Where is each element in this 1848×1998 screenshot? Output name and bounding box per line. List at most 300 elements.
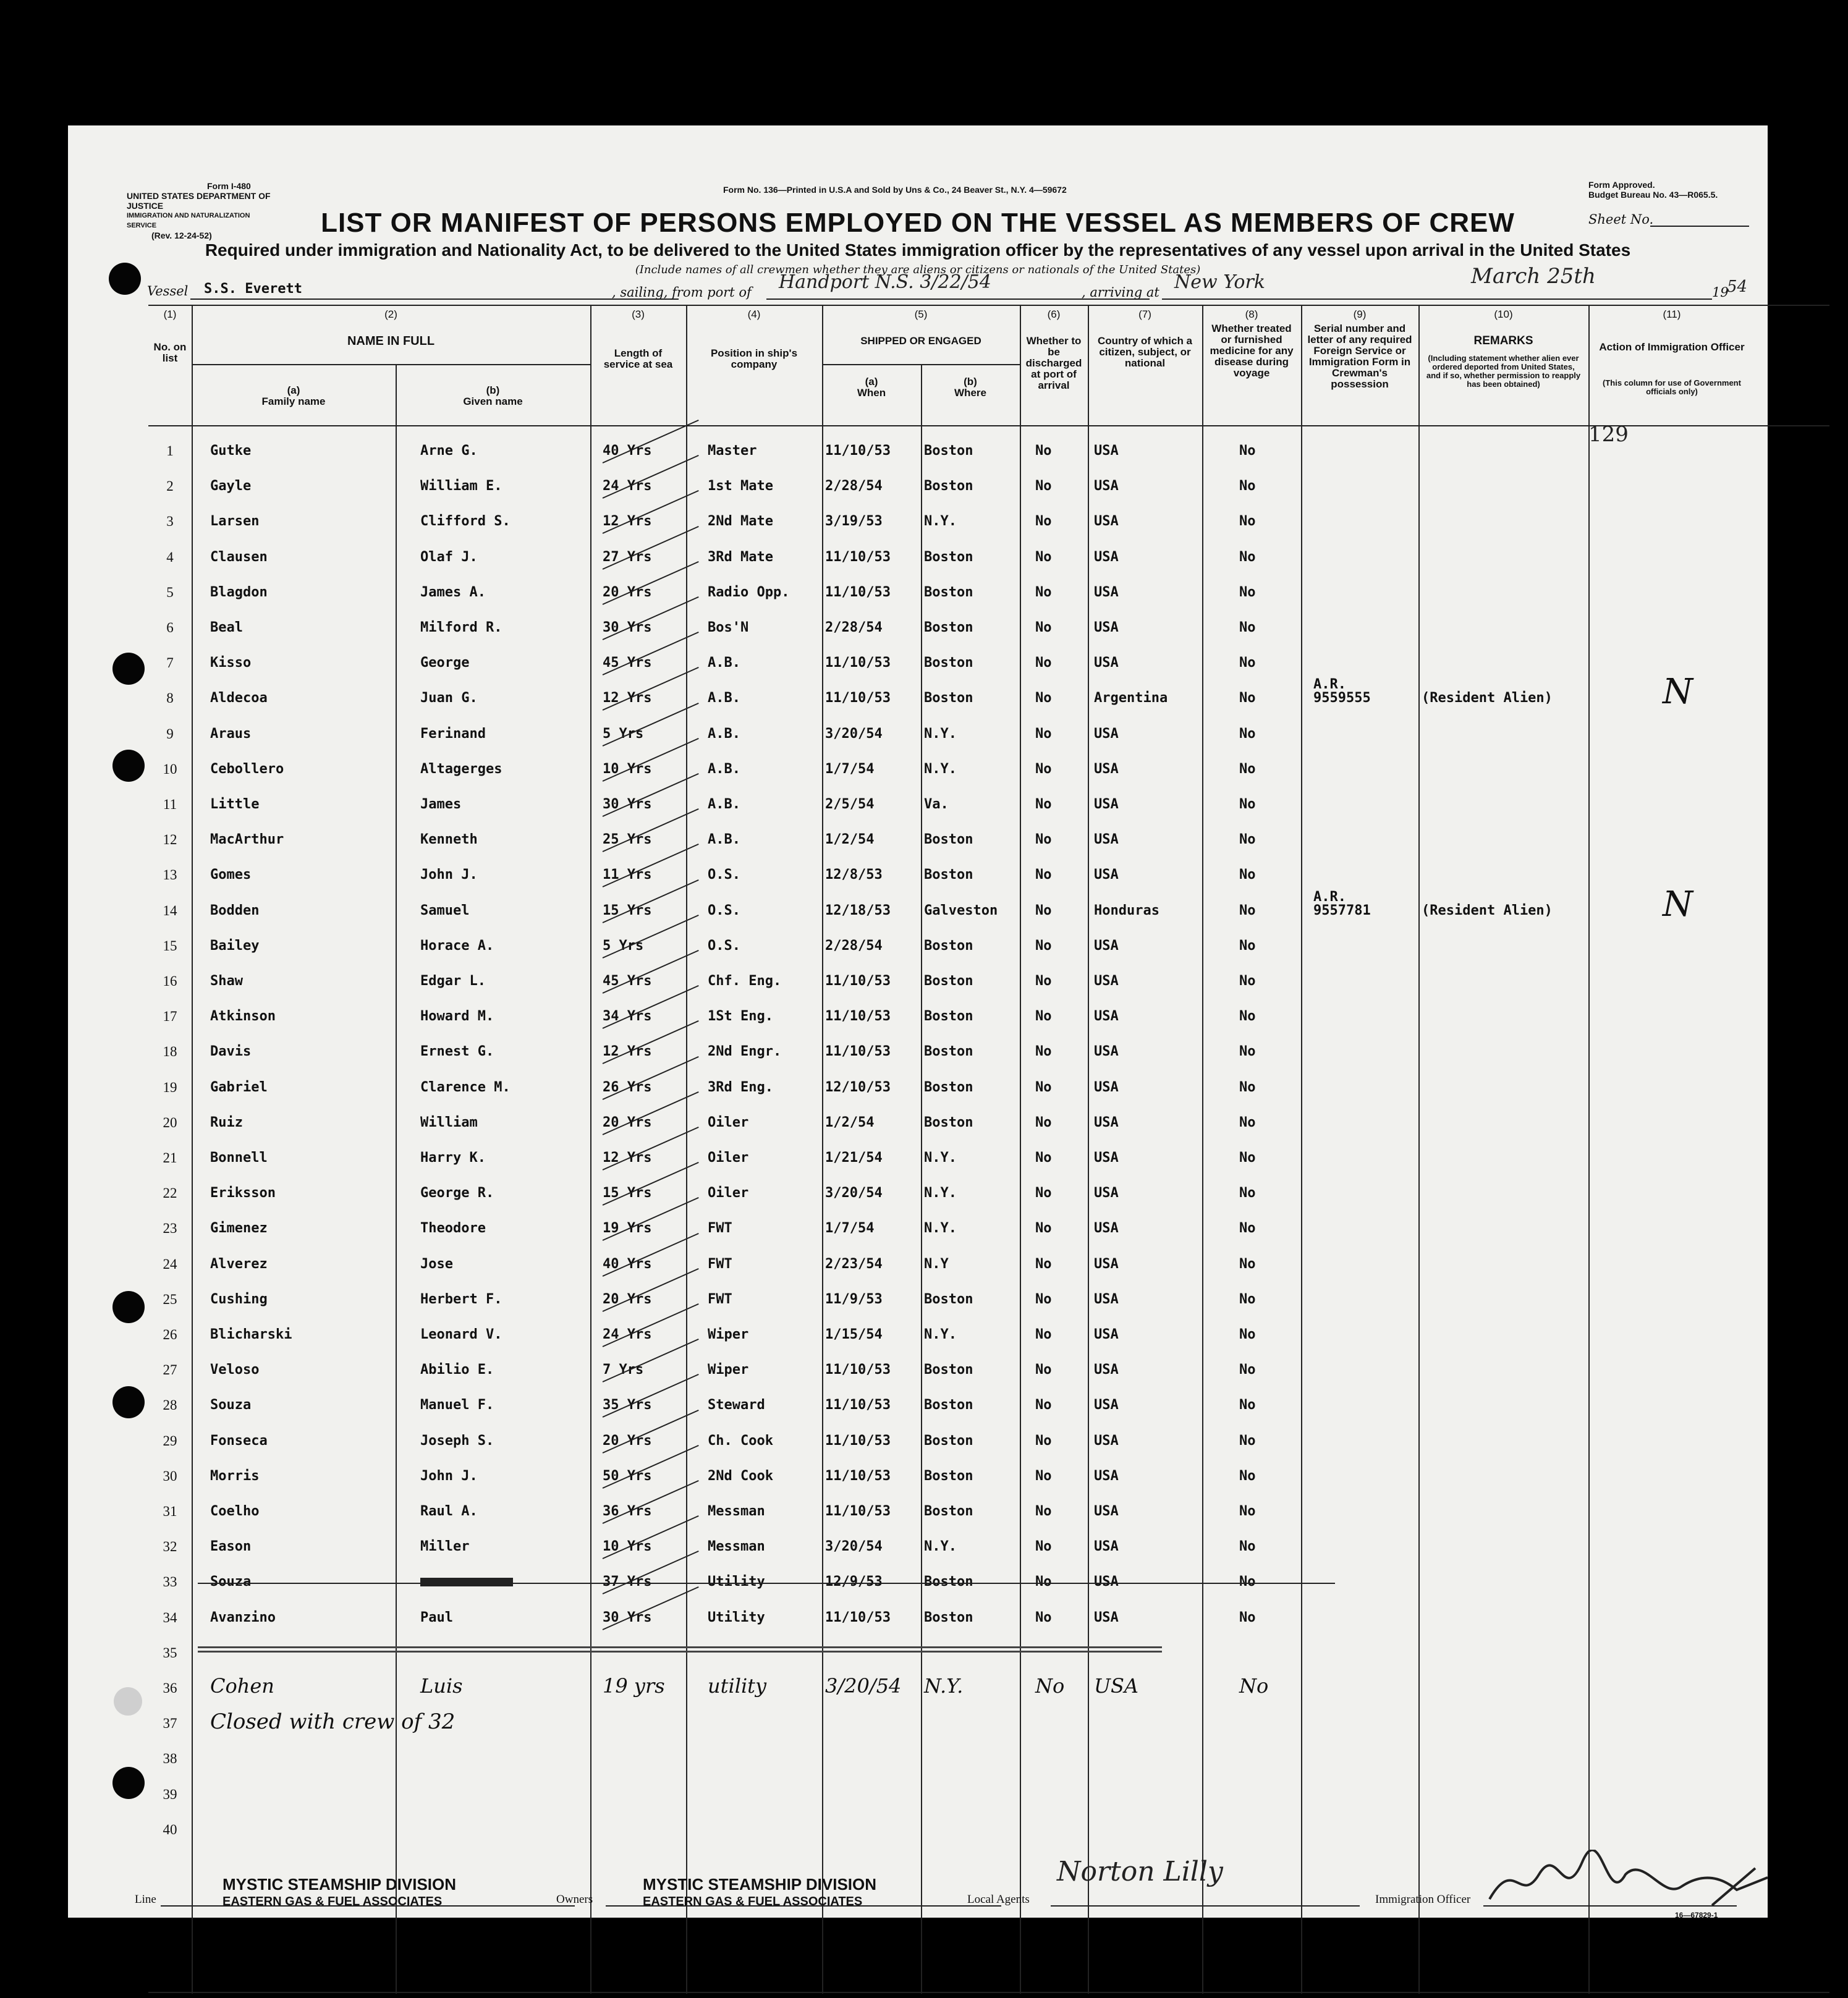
hdr-name-in-full: NAME IN FULL	[347, 334, 435, 348]
cell-length: 30 Yrs	[603, 620, 652, 635]
printer-note: Form No. 136—Printed in U.S.A and Sold by Uns & Co., 24 Beaver St., N.Y. 4—59672	[723, 185, 1067, 195]
page-subtitle: Required under immigration and Nationality Act, to be delivered to the United States immigration officer by the representatives of any vessel upon arrival in the United States	[205, 240, 1631, 260]
cell-where: N.Y.	[924, 1674, 964, 1698]
cell-when: 11/10/53	[825, 443, 891, 459]
cell-length: 10 Yrs	[603, 1539, 652, 1555]
shipped-subrule	[822, 364, 1020, 365]
scribble-mark	[420, 1578, 513, 1586]
cell-treated: No	[1239, 478, 1256, 494]
agents-value: Norton Lilly	[1057, 1856, 1223, 1887]
cell-length: 20 Yrs	[603, 1433, 652, 1449]
cell-family: Larsen	[210, 514, 260, 530]
cell-country: USA	[1094, 1185, 1119, 1201]
cell-when: 11/10/53	[825, 973, 891, 989]
cell-family: Clausen	[210, 549, 268, 565]
cell-position: Chf. Eng.	[708, 973, 782, 989]
cell-remarks: (Resident Alien)	[1422, 690, 1553, 706]
cell-family: Araus	[210, 726, 252, 742]
cell-length: 5 Yrs	[603, 938, 644, 954]
cell-length: 12 Yrs	[603, 1150, 652, 1166]
cell-family: Veloso	[210, 1362, 260, 1378]
cell-when: 11/10/53	[825, 584, 891, 600]
cell-position: A.B.	[708, 761, 740, 777]
cell-treated: No	[1239, 1079, 1256, 1095]
cell-family: MacArthur	[210, 832, 284, 848]
cell-country: USA	[1094, 1327, 1119, 1342]
line-stamp	[223, 1876, 456, 1910]
hdr-family-name: (a) Family name	[261, 384, 326, 407]
cell-length: 12 Yrs	[603, 514, 652, 530]
cell-country: USA	[1094, 549, 1119, 565]
cell-given: Samuel	[420, 902, 470, 918]
row-number: 30	[163, 1468, 177, 1484]
cell-where: N.Y	[924, 1256, 949, 1272]
cell-given: Jose	[420, 1256, 453, 1272]
cell-where: Boston	[924, 1079, 973, 1095]
colnum-9: (9)	[1353, 308, 1367, 320]
cell-given: Altagerges	[420, 761, 502, 777]
cell-country: USA	[1094, 1609, 1119, 1625]
cell-treated: No	[1239, 1433, 1256, 1449]
binder-hole	[112, 1767, 145, 1799]
cell-treated: No	[1239, 973, 1256, 989]
cell-when: 12/10/53	[825, 1079, 891, 1095]
row-number: 33	[163, 1574, 177, 1590]
cell-country: USA	[1094, 832, 1119, 848]
cell-country: USA	[1094, 1256, 1119, 1272]
cell-action: N	[1663, 884, 1693, 925]
cell-length: 37 Yrs	[603, 1574, 652, 1590]
cell-position: Wiper	[708, 1362, 749, 1378]
colnum-4: (4)	[747, 308, 761, 320]
cell-when: 11/10/53	[825, 655, 891, 671]
cell-when: 11/10/53	[825, 1009, 891, 1025]
cell-length: 24 Yrs	[603, 478, 652, 494]
cell-where: Boston	[924, 1468, 973, 1484]
cell-where: Boston	[924, 620, 973, 635]
cell-family: Souza	[210, 1397, 252, 1413]
cell-family: Aldecoa	[210, 690, 268, 706]
cell-family: Avanzino	[210, 1609, 276, 1625]
cell-country: USA	[1094, 1504, 1119, 1519]
cell-family: Bonnell	[210, 1150, 268, 1166]
cell-treated: No	[1239, 690, 1256, 706]
cell-when: 3/20/54	[825, 1185, 883, 1201]
row-number: 1	[166, 443, 174, 459]
cell-family: Atkinson	[210, 1009, 276, 1025]
cell-position: Oiler	[708, 1150, 749, 1166]
cell-discharged: No	[1035, 1433, 1052, 1449]
hdr-no-on-list: No. on list	[153, 341, 187, 364]
cell-family: Cushing	[210, 1291, 268, 1307]
table-row	[148, 672, 1829, 717]
cell-given: George	[420, 655, 470, 671]
cell-country: USA	[1094, 514, 1119, 530]
stamp-line: MYSTIC STEAMSHIP DIVISION	[223, 1875, 457, 1894]
cell-length: 35 Yrs	[603, 1397, 652, 1413]
include-note: (Include names of all crewmen whether they are aliens or citizens or nationals of the United States)	[635, 263, 1201, 276]
row-number: 17	[163, 1009, 177, 1025]
cell-family: Bodden	[210, 902, 260, 918]
table-row	[148, 576, 1829, 611]
cell-country: USA	[1094, 1433, 1119, 1449]
cell-position: 3Rd Mate	[708, 549, 773, 565]
cell-where: Boston	[924, 832, 973, 848]
cell-country: USA	[1094, 443, 1119, 459]
row-number: 24	[163, 1256, 177, 1272]
table-row	[148, 1672, 1829, 1707]
cell-when: 1/7/54	[825, 761, 875, 777]
cell-when: 11/10/53	[825, 1609, 891, 1625]
cell-length: 45 Yrs	[603, 973, 652, 989]
cell-where: Boston	[924, 1114, 973, 1130]
row-number: 28	[163, 1397, 177, 1413]
hdr-given-name: (b) Given name	[463, 384, 523, 407]
cell-given: Ferinand	[420, 726, 486, 742]
cell-discharged: No	[1035, 1256, 1052, 1272]
stamp-line: MYSTIC STEAMSHIP DIVISION	[643, 1875, 877, 1894]
form-id-line: IMMIGRATION AND NATURALIZATION SERVICE	[127, 212, 250, 229]
hdr-shipped: SHIPPED OR ENGAGED	[860, 335, 981, 347]
cell-given: William	[420, 1114, 478, 1130]
approval-block	[1588, 180, 1718, 200]
cell-when: 11/10/53	[825, 1433, 891, 1449]
cell-treated: No	[1239, 514, 1256, 530]
table-row	[148, 1353, 1829, 1389]
manifest-sheet	[68, 125, 1768, 1918]
cell-length: 25 Yrs	[603, 832, 652, 848]
cell-treated: No	[1239, 797, 1256, 812]
cell-where: Boston	[924, 1362, 973, 1378]
cell-length: 24 Yrs	[603, 1327, 652, 1342]
cell-discharged: No	[1035, 1114, 1052, 1130]
cell-when: 11/10/53	[825, 690, 891, 706]
cell-discharged: No	[1035, 655, 1052, 671]
cell-country: USA	[1094, 1150, 1119, 1166]
colnum-10: (10)	[1494, 308, 1513, 320]
table-row	[148, 541, 1829, 576]
table-rule	[148, 1992, 1829, 1993]
cell-where: Boston	[924, 1044, 973, 1060]
cell-discharged: No	[1035, 902, 1052, 918]
cell-treated: No	[1239, 1009, 1256, 1025]
cell-given: Juan G.	[420, 690, 478, 706]
row-number: 14	[163, 902, 177, 918]
cell-given: Arne G.	[420, 443, 478, 459]
cell-country: USA	[1094, 938, 1119, 954]
cell-discharged: No	[1035, 1150, 1052, 1166]
row-number: 8	[166, 690, 174, 706]
table-row	[148, 1778, 1829, 1813]
cell-treated: No	[1239, 938, 1256, 954]
cell-position: Messman	[708, 1504, 765, 1519]
cell-treated: No	[1239, 1256, 1256, 1272]
cell-family: Shaw	[210, 973, 243, 989]
cell-when: 12/8/53	[825, 867, 883, 883]
cell-given: Ernest G.	[420, 1044, 494, 1060]
cell-length: 15 Yrs	[603, 902, 652, 918]
table-row	[148, 1106, 1829, 1141]
cell-family: Morris	[210, 1468, 260, 1484]
row-number: 27	[163, 1362, 177, 1378]
cell-country: USA	[1094, 761, 1119, 777]
cell-family: Gomes	[210, 867, 252, 883]
cell-position: Radio Opp.	[708, 584, 790, 600]
cell-discharged: No	[1035, 1079, 1052, 1095]
cell-given: Manuel F.	[420, 1397, 494, 1413]
cell-country: USA	[1094, 1009, 1119, 1025]
cell-where: Boston	[924, 867, 973, 883]
cell-discharged: No	[1035, 1609, 1052, 1625]
cell-when: 3/20/54	[825, 1674, 902, 1698]
cell-length: 20 Yrs	[603, 1114, 652, 1130]
cell-treated: No	[1239, 1504, 1256, 1519]
cell-discharged: No	[1035, 1674, 1065, 1698]
table-row	[148, 1389, 1829, 1424]
cell-position: A.B.	[708, 726, 740, 742]
crew-table	[148, 305, 1829, 1994]
cell-position: utility	[708, 1674, 767, 1698]
cell-length: 12 Yrs	[603, 690, 652, 706]
sheet-underline	[1650, 226, 1749, 227]
vessel-value: S.S. Everett	[204, 281, 302, 297]
colnum-1: (1)	[163, 308, 177, 320]
cell-length: 10 Yrs	[603, 761, 652, 777]
cell-country: USA	[1094, 1221, 1119, 1237]
table-rule	[148, 305, 1829, 306]
hdr-position: Position in ship's company	[710, 347, 798, 370]
cell-country: USA	[1094, 1397, 1119, 1413]
table-row	[148, 858, 1829, 894]
cell-position: O.S.	[708, 902, 740, 918]
cell-family: Gabriel	[210, 1079, 268, 1095]
table-row	[148, 1035, 1829, 1070]
cell-where: Boston	[924, 1397, 973, 1413]
cell-position: FWT	[708, 1256, 732, 1272]
cell-country: Argentina	[1094, 690, 1168, 706]
row-number: 16	[163, 973, 177, 989]
cell-length: 36 Yrs	[603, 1504, 652, 1519]
cell-discharged: No	[1035, 1539, 1052, 1555]
table-row	[148, 788, 1829, 823]
cell-given: George R.	[420, 1185, 494, 1201]
date-underline	[1465, 298, 1712, 300]
cell-where: Boston	[924, 973, 973, 989]
cell-when: 3/19/53	[825, 514, 883, 530]
cell-country: USA	[1094, 478, 1119, 494]
cell-given: Paul	[420, 1609, 453, 1625]
cell-discharged: No	[1035, 690, 1052, 706]
cell-treated: No	[1239, 726, 1256, 742]
table-row	[148, 1318, 1829, 1353]
cell-family: Fonseca	[210, 1433, 268, 1449]
row-number: 6	[166, 620, 174, 635]
cell-where: Boston	[924, 1009, 973, 1025]
year-value: 54	[1727, 277, 1748, 296]
row-number: 5	[166, 584, 174, 600]
cell-family: Ruiz	[210, 1114, 243, 1130]
cell-position: 3Rd Eng.	[708, 1079, 773, 1095]
cell-where: N.Y.	[924, 514, 957, 530]
cell-action: N	[1663, 672, 1693, 713]
cell-when: 2/28/54	[825, 938, 883, 954]
cell-where: Boston	[924, 1504, 973, 1519]
cell-family: Souza	[210, 1574, 252, 1590]
cell-position: A.B.	[708, 832, 740, 848]
hdr-action-note: (This column for use of Government officials only)	[1603, 378, 1741, 396]
table-row	[148, 1177, 1829, 1212]
stamp-line: EASTERN GAS & FUEL ASSOCIATES	[643, 1895, 863, 1908]
row-number: 25	[163, 1291, 177, 1307]
cell-where: N.Y.	[924, 726, 957, 742]
cell-position: Messman	[708, 1539, 765, 1555]
agents-underline	[1051, 1905, 1360, 1907]
row-number: 32	[163, 1539, 177, 1555]
cell-country: USA	[1094, 1362, 1119, 1378]
table-row	[148, 823, 1829, 858]
cell-when: 2/23/54	[825, 1256, 883, 1272]
cell-position: Steward	[708, 1397, 765, 1413]
cell-family: Eriksson	[210, 1185, 276, 1201]
cell-serial: A.R. 9557781	[1313, 889, 1371, 918]
strikethrough-line	[198, 1583, 1335, 1584]
cell-family: Beal	[210, 620, 243, 635]
cell-treated: No	[1239, 761, 1256, 777]
cell-country: USA	[1094, 1079, 1119, 1095]
row-number: 38	[163, 1751, 177, 1767]
cell-where: Boston	[924, 1291, 973, 1307]
cell-given: Harry K.	[420, 1150, 486, 1166]
cell-when: 11/10/53	[825, 1504, 891, 1519]
hdr-where: (b) Where	[954, 376, 986, 399]
cell-given: Kenneth	[420, 832, 478, 848]
cell-where: Boston	[924, 655, 973, 671]
cell-family: Kisso	[210, 655, 252, 671]
cell-where: Galveston	[924, 902, 998, 918]
cell-length: 50 Yrs	[603, 1468, 652, 1484]
row-number: 21	[163, 1150, 177, 1166]
table-row	[148, 434, 1829, 470]
table-row	[148, 753, 1829, 788]
cell-where: Va.	[924, 797, 949, 812]
cell-position: O.S.	[708, 867, 740, 883]
cell-when: 1/21/54	[825, 1150, 883, 1166]
cell-family: Little	[210, 797, 260, 812]
hdr-remarks: REMARKS	[1473, 334, 1533, 347]
cell-given: James	[420, 797, 462, 812]
cell-where: N.Y.	[924, 1539, 957, 1555]
cell-discharged: No	[1035, 761, 1052, 777]
cell-where: Boston	[924, 584, 973, 600]
row-number: 2	[166, 478, 174, 494]
cell-position: Ch. Cook	[708, 1433, 773, 1449]
table-row	[148, 1742, 1829, 1777]
table-row	[148, 470, 1829, 505]
cell-country: USA	[1094, 797, 1119, 812]
cell-treated: No	[1239, 1468, 1256, 1484]
cell-discharged: No	[1035, 478, 1052, 494]
approval-line: Budget Bureau No. 43—R065.5.	[1588, 190, 1718, 200]
binder-hole	[114, 1687, 142, 1716]
cell-given: Joseph S.	[420, 1433, 494, 1449]
cell-treated: No	[1239, 1150, 1256, 1166]
cell-treated: No	[1239, 655, 1256, 671]
row-number: 22	[163, 1185, 177, 1201]
binder-hole	[112, 750, 145, 782]
cell-serial: A.R. 9559555	[1313, 677, 1371, 706]
cell-when: 11/9/53	[825, 1291, 883, 1307]
arriving-value: New York	[1174, 271, 1265, 293]
strikethrough-scribble	[198, 1646, 1162, 1653]
cell-family: Coelho	[210, 1504, 260, 1519]
cell-when: 1/2/54	[825, 1114, 875, 1130]
cell-given: Leonard V.	[420, 1327, 502, 1342]
cell-length: 20 Yrs	[603, 584, 652, 600]
cell-where: Boston	[924, 478, 973, 494]
sailing-label: , sailing, from port of	[612, 285, 752, 300]
cell-family: Gutke	[210, 443, 252, 459]
cell-where: Boston	[924, 938, 973, 954]
cell-country: USA	[1094, 973, 1119, 989]
colnum-5: (5)	[914, 308, 928, 320]
cell-position: A.B.	[708, 655, 740, 671]
cell-discharged: No	[1035, 1185, 1052, 1201]
colnum-11: (11)	[1663, 308, 1681, 320]
cell-treated: No	[1239, 443, 1256, 459]
cell-treated: No	[1239, 1674, 1269, 1698]
table-row	[148, 1424, 1829, 1460]
cell-length: 12 Yrs	[603, 1044, 652, 1060]
row-number: 4	[166, 549, 174, 565]
cell-when: 3/20/54	[825, 726, 883, 742]
cell-country: USA	[1094, 620, 1119, 635]
cell-where: Boston	[924, 443, 973, 459]
table-rule	[148, 425, 1829, 426]
table-row	[148, 1212, 1829, 1247]
cell-when: 1/15/54	[825, 1327, 883, 1342]
table-row	[148, 1636, 1829, 1672]
year-prefix: 19	[1712, 285, 1729, 300]
cell-country: USA	[1094, 1674, 1138, 1698]
stamp-line: EASTERN GAS & FUEL ASSOCIATES	[223, 1895, 443, 1908]
cell-when: 11/10/53	[825, 549, 891, 565]
colnum-7: (7)	[1138, 308, 1151, 320]
cell-given: Herbert F.	[420, 1291, 502, 1307]
cell-position: 2Nd Cook	[708, 1468, 773, 1484]
table-row	[148, 611, 1829, 646]
cell-where: Boston	[924, 1433, 973, 1449]
cell-family: Gayle	[210, 478, 252, 494]
cell-family: Blagdon	[210, 584, 268, 600]
cell-treated: No	[1239, 1114, 1256, 1130]
owners-stamp	[643, 1876, 876, 1910]
cell-when: 2/28/54	[825, 620, 883, 635]
row-number: 23	[163, 1221, 177, 1237]
colnum-3: (3)	[632, 308, 645, 320]
table-row	[148, 1495, 1829, 1530]
cell-length: 20 Yrs	[603, 1291, 652, 1307]
cell-when: 3/20/54	[825, 1539, 883, 1555]
cell-family: Blicharski	[210, 1327, 292, 1342]
cell-length: 11 Yrs	[603, 867, 652, 883]
cell-treated: No	[1239, 1397, 1256, 1413]
row-number: 37	[163, 1716, 177, 1732]
cell-length: 30 Yrs	[603, 1609, 652, 1625]
cell-position: Utility	[708, 1609, 765, 1625]
cell-country: USA	[1094, 584, 1119, 600]
sheet-label: Sheet No.	[1588, 212, 1654, 227]
form-id-line: (Rev. 12-24-52)	[151, 231, 212, 240]
